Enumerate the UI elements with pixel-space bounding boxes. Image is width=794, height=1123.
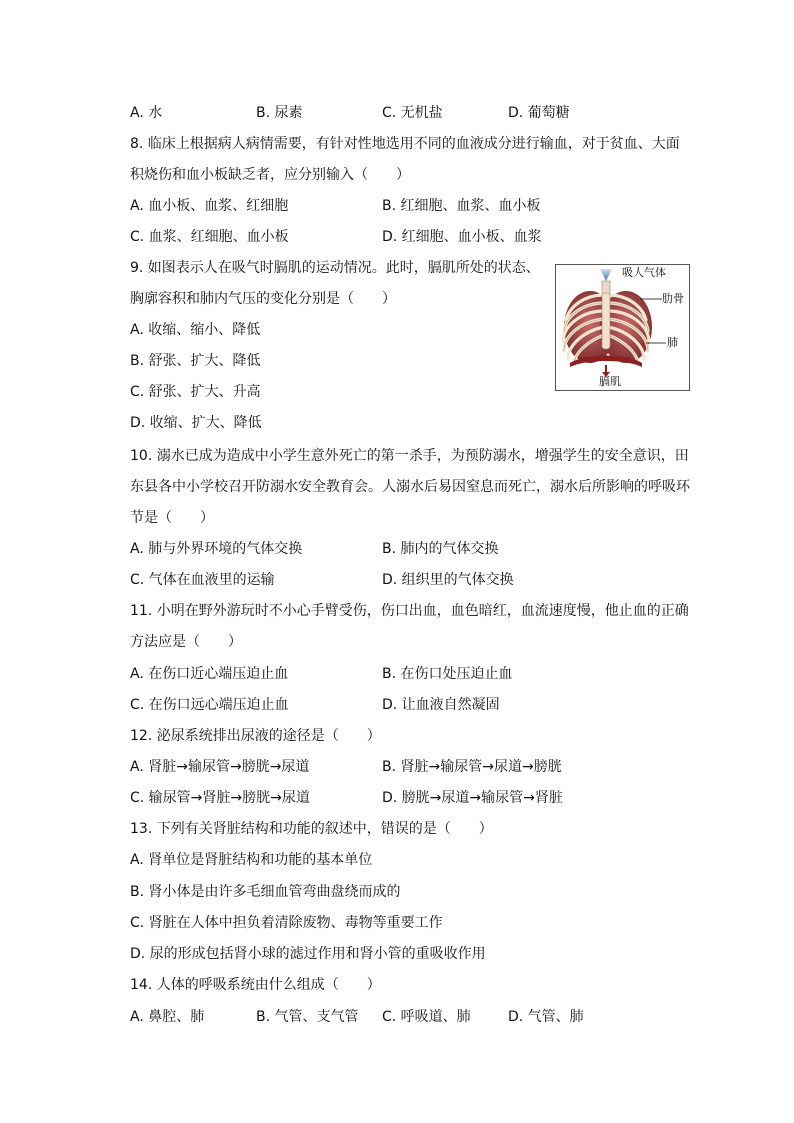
q14-option-a: A. 鼻腔、肺 xyxy=(130,1009,205,1025)
inhale-arrow-icon xyxy=(600,269,612,281)
q8-stem-line-1: 8. 临床上根据病人病情需要，有针对性地选用不同的血液成分进行输血，对于贫血、大面 xyxy=(130,136,680,152)
q9-option-c: C. 舒张、扩大、升高 xyxy=(130,384,261,400)
rib-label: 肋骨 xyxy=(662,292,684,305)
inhale-label: 吸人气体 xyxy=(622,266,666,279)
q12-option-c: C. 输尿管→肾脏→膀胱→尿道 xyxy=(130,790,310,806)
q11-option-b: B. 在伤口处压迫止血 xyxy=(382,666,513,682)
q11-stem-line-2: 方法应是（ ） xyxy=(130,634,242,650)
q13-stem-line-1: 13. 下列有关肾脏结构和功能的叙述中，错误的是（ ） xyxy=(130,821,493,837)
q9-stem-line-2: 胸廓容积和肺内气压的变化分别是（ ） xyxy=(130,291,396,307)
q9-option-a: A. 收缩、缩小、降低 xyxy=(130,322,261,338)
q7-option-d: D. 葡萄糖 xyxy=(508,105,570,121)
q8-option-a: A. 血小板、血浆、红细胞 xyxy=(130,198,289,214)
q7-option-b: B. 尿素 xyxy=(256,105,303,121)
q11-option-c: C. 在伤口远心端压迫止血 xyxy=(130,697,289,713)
q12-option-b: B. 肾脏→输尿管→尿道→膀胱 xyxy=(382,759,562,775)
q11-stem-line-1: 11. 小明在野外游玩时不小心手臂受伤，伤口出血，血色暗红，血流速度慢，他止血的正确 xyxy=(130,603,689,619)
q11-option-d: D. 让血液自然凝固 xyxy=(382,697,500,713)
q10-stem-line-1: 10. 溺水已成为造成中小学生意外死亡的第一杀手，为预防溺水，增强学生的安全意识，田 xyxy=(130,448,689,464)
q13-option-d: D. 尿的形成包括肾小球的滤过作用和肾小管的重吸收作用 xyxy=(130,946,486,962)
q8-option-c: C. 血浆、红细胞、血小板 xyxy=(130,229,289,245)
q9-option-d: D. 收缩、扩大、降低 xyxy=(130,415,262,431)
q13-option-c: C. 肾脏在人体中担负着清除废物、毒物等重要工作 xyxy=(130,915,443,931)
q9-stem-line-1: 9. 如图表示人在吸气时膈肌的运动情况。此时，膈肌所处的状态、 xyxy=(130,260,540,276)
ribcage-illustration xyxy=(556,265,689,390)
q14-option-d: D. 气管、肺 xyxy=(508,1009,584,1025)
sternum xyxy=(602,293,610,349)
q7-option-c: C. 无机盐 xyxy=(382,105,443,121)
q9-option-b: B. 舒张、扩大、降低 xyxy=(130,353,261,369)
q13-option-b: B. 肾小体是由许多毛细血管弯曲盘绕而成的 xyxy=(130,884,401,900)
q10-stem-line-2: 东县各中小学校召开防溺水安全教育会。人溺水后易因窒息而死亡，溺水后所影响的呼吸环 xyxy=(130,479,690,495)
q8-option-b: B. 红细胞、血浆、血小板 xyxy=(382,198,541,214)
diaphragm-label: 膈肌 xyxy=(599,375,621,388)
q12-option-d: D. 膀胱→尿道→输尿管→肾脏 xyxy=(382,790,563,806)
q12-stem-line-1: 12. 泌尿系统排出尿液的途径是（ ） xyxy=(130,728,381,744)
q10-option-b: B. 肺内的气体交换 xyxy=(382,541,499,557)
q8-option-d: D. 红细胞、血小板、血浆 xyxy=(382,229,542,245)
q11-option-a: A. 在伤口近心端压迫止血 xyxy=(130,666,289,682)
q10-option-c: C. 气体在血液里的运输 xyxy=(130,572,275,588)
q7-option-a: A. 水 xyxy=(130,105,163,121)
q13-option-a: A. 肾单位是肾脏结构和功能的基本单位 xyxy=(130,852,373,868)
q10-option-a: A. 肺与外界环境的气体交换 xyxy=(130,541,303,557)
q14-stem-line-1: 14. 人体的呼吸系统由什么组成（ ） xyxy=(130,977,381,993)
q12-option-a: A. 肾脏→输尿管→膀胱→尿道 xyxy=(130,759,310,775)
ribcage-figure xyxy=(555,264,690,391)
lung-label: 肺 xyxy=(667,336,678,349)
q14-option-b: B. 气管、支气管 xyxy=(256,1009,359,1025)
q10-option-d: D. 组织里的气体交换 xyxy=(382,572,514,588)
q8-stem-line-2: 积烧伤和血小板缺乏者，应分别输入（ ） xyxy=(130,167,410,183)
q14-option-c: C. 呼吸道、肺 xyxy=(382,1009,471,1025)
q10-stem-line-3: 节是（ ） xyxy=(130,510,214,526)
